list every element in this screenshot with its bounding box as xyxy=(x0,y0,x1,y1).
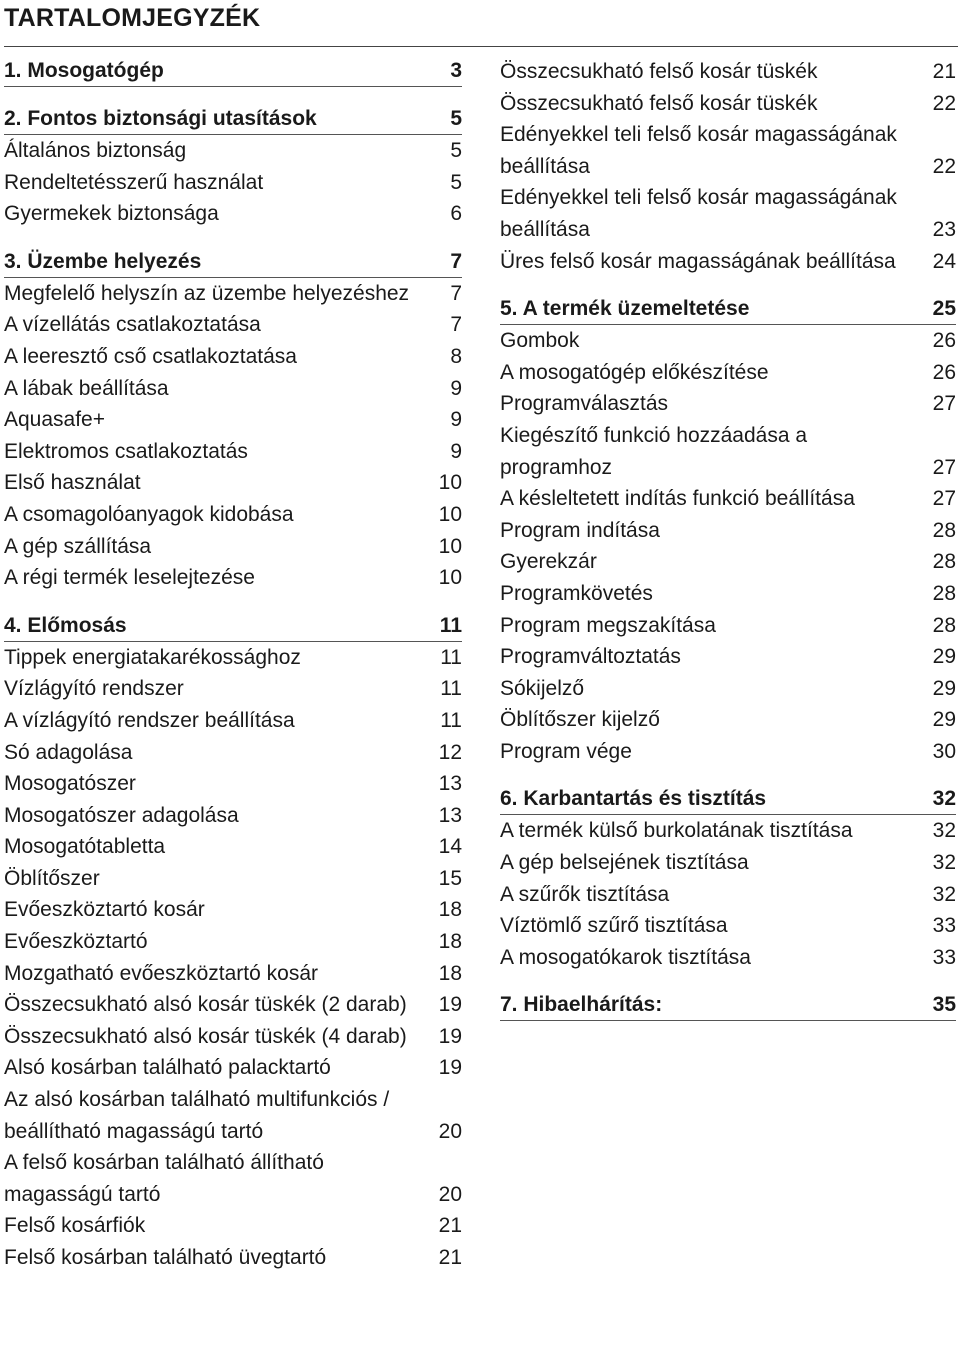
toc-entry[interactable] xyxy=(4,1242,462,1274)
toc-section xyxy=(500,990,956,1021)
toc-entry-label: Összecsukható alsó kosár tüskék (4 darab) xyxy=(4,1024,407,1048)
toc-entry-label: A csomagolóanyagok kidobása xyxy=(4,502,294,526)
toc-left-column xyxy=(4,56,462,1291)
toc-entry-label: Mosogatószer adagolása xyxy=(4,803,239,827)
toc-page-number: 32 xyxy=(932,851,956,875)
toc-entry-label: Alsó kosárban található palacktartó xyxy=(4,1056,331,1080)
toc-page-number: 13 xyxy=(438,803,462,827)
toc-entry[interactable] xyxy=(4,1147,462,1210)
toc-entry-label: A mosogatógép előkészítése xyxy=(500,360,769,384)
toc-page-number: 7 xyxy=(450,249,462,273)
toc-entry[interactable] xyxy=(4,831,462,863)
toc-entry-label: A késleltetett indítás funkció beállítása xyxy=(500,487,855,511)
toc-page-number: 10 xyxy=(438,471,462,495)
toc-entry-label: Programkövetés xyxy=(500,581,653,605)
toc-entry[interactable] xyxy=(500,847,956,879)
toc-entry-label: A leeresztő cső csatlakoztatása xyxy=(4,344,297,368)
toc-entry[interactable] xyxy=(500,420,956,483)
toc-entry[interactable] xyxy=(4,467,462,499)
toc-entry-label: A vízellátás csatlakoztatása xyxy=(4,313,261,337)
toc-entry-label: Elektromos csatlakoztatás xyxy=(4,439,248,463)
toc-entry-label: A gép szállítása xyxy=(4,534,152,558)
toc-page-number: 26 xyxy=(932,329,956,353)
toc-entry[interactable] xyxy=(4,135,462,167)
toc-page-number: 18 xyxy=(438,898,462,922)
toc-entry-label: Öblítőszer kijelző xyxy=(500,708,660,732)
toc-entry[interactable] xyxy=(500,88,956,120)
toc-section-heading[interactable] xyxy=(500,990,956,1021)
toc-entry[interactable] xyxy=(500,515,956,547)
toc-entry-label: 3. Üzembe helyezés xyxy=(4,249,202,273)
toc-entry-label: Mosogatószer xyxy=(4,772,136,796)
toc-entry[interactable] xyxy=(4,705,462,737)
toc-entry-label: 6. Karbantartás és tisztítás xyxy=(500,787,767,811)
toc-section xyxy=(500,294,956,767)
toc-entry[interactable] xyxy=(500,56,956,88)
toc-entry[interactable] xyxy=(500,182,956,245)
toc-page-number: 28 xyxy=(932,613,956,637)
toc-entry[interactable] xyxy=(4,373,462,405)
toc-page-number: 9 xyxy=(450,408,462,432)
toc-page-number: 8 xyxy=(450,344,462,368)
toc-entry-label: Programváltoztatás xyxy=(500,645,681,669)
toc-section xyxy=(500,56,956,277)
toc-page-number: 15 xyxy=(438,866,462,890)
toc-page-number: 19 xyxy=(438,1024,462,1048)
toc-entry[interactable] xyxy=(500,388,956,420)
toc-page-number: 29 xyxy=(932,676,956,700)
toc-entry[interactable] xyxy=(500,736,956,768)
toc-entry-label: Gombok xyxy=(500,329,580,353)
toc-entry-label: A mosogatókarok tisztítása xyxy=(500,945,751,969)
toc-page-number: 29 xyxy=(932,708,956,732)
toc-page-number: 10 xyxy=(438,566,462,590)
toc-page-number: 11 xyxy=(440,645,462,669)
toc-entry[interactable] xyxy=(500,483,956,515)
toc-entry-label: A szűrők tisztítása xyxy=(500,882,670,906)
toc-entry-label: Programválasztás xyxy=(500,392,669,416)
toc-page-number: 22 xyxy=(932,154,956,178)
toc-entry-label: Összecsukható felső kosár tüskék xyxy=(500,91,818,115)
toc-entry[interactable] xyxy=(4,341,462,373)
toc-entry-label: Üres felső kosár magasságának beállítása xyxy=(500,249,896,273)
toc-section xyxy=(4,247,462,594)
toc-entry[interactable] xyxy=(500,641,956,673)
toc-entry-label: 1. Mosogatógép xyxy=(4,59,164,82)
toc-section-heading[interactable] xyxy=(4,104,462,135)
toc-page-number: 23 xyxy=(932,217,956,241)
toc-entry[interactable] xyxy=(4,958,462,990)
toc-entry[interactable] xyxy=(500,704,956,736)
toc-page-number: 32 xyxy=(932,787,956,811)
toc-page-number: 11 xyxy=(440,708,462,732)
toc-entry-label: Program indítása xyxy=(500,518,660,542)
toc-entry-label: Rendeltetésszerű használat xyxy=(4,170,264,194)
toc-page-number: 21 xyxy=(932,60,956,83)
toc-entry-label: Felső kosárban található üvegtartó xyxy=(4,1246,327,1269)
toc-page-number: 21 xyxy=(438,1246,462,1269)
toc-entry[interactable] xyxy=(4,926,462,958)
toc-entry-label: 4. Előmosás xyxy=(4,613,127,637)
toc-entry[interactable] xyxy=(4,562,462,594)
toc-entry-label: Víztömlő szűrő tisztítása xyxy=(500,914,728,938)
toc-entry[interactable] xyxy=(500,910,956,942)
toc-page-number: 27 xyxy=(932,487,956,511)
toc-page-number: 33 xyxy=(932,914,956,938)
toc-page-number: 28 xyxy=(932,581,956,605)
toc-entry-label: Evőeszköztartó xyxy=(4,930,148,954)
toc-entry-label: Az alsó kosárban található multifunkciós / beállítható magasságú tartó xyxy=(4,1088,390,1143)
toc-page-number: 25 xyxy=(932,297,956,321)
toc-page-number: 5 xyxy=(450,107,462,130)
toc-entry[interactable] xyxy=(500,546,956,578)
toc-page-number: 32 xyxy=(932,819,956,843)
toc-entry[interactable] xyxy=(4,309,462,341)
toc-page-number: 13 xyxy=(438,772,462,796)
toc-entry-label: A felső kosárban található állítható magasságú tartó xyxy=(4,1151,324,1206)
toc-entry-label: Összecsukható alsó kosár tüskék (2 darab) xyxy=(4,993,407,1017)
toc-title: TARTALOMJEGYZÉK xyxy=(4,4,261,32)
toc-page-number: 30 xyxy=(932,739,956,763)
toc-page-number: 27 xyxy=(932,455,956,479)
toc-entry[interactable] xyxy=(4,1021,462,1053)
toc-entry[interactable] xyxy=(4,198,462,230)
toc-page-number: 29 xyxy=(932,645,956,669)
toc-entry[interactable] xyxy=(4,1052,462,1084)
toc-entry[interactable] xyxy=(4,863,462,895)
toc-entry-label: Program vége xyxy=(500,739,632,763)
toc-entry-label: Vízlágyító rendszer xyxy=(4,677,184,701)
toc-entry[interactable] xyxy=(500,942,956,974)
toc-entry[interactable] xyxy=(4,737,462,769)
toc-section xyxy=(500,784,956,973)
toc-page-number: 9 xyxy=(450,376,462,400)
toc-entry[interactable] xyxy=(4,499,462,531)
toc-entry-label: Összecsukható felső kosár tüskék xyxy=(500,60,818,83)
toc-entry-label: Program megszakítása xyxy=(500,613,716,637)
toc-entry-label: Mosogatótabletta xyxy=(4,835,166,859)
toc-page-number: 27 xyxy=(932,392,956,416)
toc-page-number: 19 xyxy=(438,1056,462,1080)
toc-page-number: 5 xyxy=(450,139,462,162)
toc-entry-label: Gyerekzár xyxy=(500,550,597,574)
toc-entry-label: 5. A termék üzemeltetése xyxy=(500,297,750,321)
toc-page-number: 19 xyxy=(438,993,462,1017)
toc-entry[interactable] xyxy=(4,642,462,674)
toc-page-number: 26 xyxy=(932,360,956,384)
toc-entry-label: Tippek energiatakarékossághoz xyxy=(4,645,301,669)
toc-entry-label: Edényekkel teli felső kosár magasságának beállítása xyxy=(500,123,897,178)
toc-entry-label: Gyermekek biztonsága xyxy=(4,202,219,226)
toc-entry-label: A gép belsejének tisztítása xyxy=(500,851,749,875)
toc-entry[interactable] xyxy=(4,673,462,705)
toc-entry-label: Sókijelző xyxy=(500,676,585,700)
toc-entry-label: A lábak beállítása xyxy=(4,376,169,400)
toc-entry-label: Só adagolása xyxy=(4,740,133,764)
toc-page-number: 3 xyxy=(450,59,462,82)
toc-entry-label: Aquasafe+ xyxy=(4,408,106,432)
toc-page-number: 9 xyxy=(450,439,462,463)
toc-entry[interactable] xyxy=(500,325,956,357)
toc-entry[interactable] xyxy=(4,278,462,310)
toc-page-number: 10 xyxy=(438,534,462,558)
toc-page-number: 7 xyxy=(450,281,462,305)
toc-section-heading[interactable] xyxy=(4,56,462,87)
toc-entry[interactable] xyxy=(4,894,462,926)
toc-entry[interactable] xyxy=(500,246,956,278)
toc-entry-label: Első használat xyxy=(4,471,141,495)
toc-entry[interactable] xyxy=(500,578,956,610)
toc-entry[interactable] xyxy=(4,404,462,436)
toc-page-number: 18 xyxy=(438,930,462,954)
toc-section-heading[interactable] xyxy=(4,611,462,642)
toc-page-number: 24 xyxy=(932,249,956,273)
toc-entry-label: Edényekkel teli felső kosár magasságának beállítása xyxy=(500,186,897,241)
toc-section-heading[interactable] xyxy=(4,247,462,278)
toc-page-number: 28 xyxy=(932,550,956,574)
toc-entry[interactable] xyxy=(500,815,956,847)
toc-entry-label: Öblítőszer xyxy=(4,866,100,890)
toc-page-number: 11 xyxy=(440,677,462,701)
toc-entry[interactable] xyxy=(4,167,462,199)
toc-page-number: 22 xyxy=(932,91,956,115)
toc-page-number: 28 xyxy=(932,518,956,542)
toc-page-number: 32 xyxy=(932,882,956,906)
toc-entry[interactable] xyxy=(4,768,462,800)
toc-entry-label: 7. Hibaelhárítás: xyxy=(500,993,663,1017)
toc-entry-label: A termék külső burkolatának tisztítása xyxy=(500,819,853,843)
toc-page-number: 21 xyxy=(438,1214,462,1238)
toc-entry[interactable] xyxy=(500,673,956,705)
toc-page-number: 5 xyxy=(450,170,462,194)
toc-entry-label: A régi termék leselejtezése xyxy=(4,566,255,590)
toc-page-number: 14 xyxy=(438,835,462,859)
toc-section-heading[interactable] xyxy=(500,784,956,815)
toc-section-heading[interactable] xyxy=(500,294,956,325)
toc-section xyxy=(4,611,462,1274)
toc-page-number: 35 xyxy=(932,993,956,1017)
toc-entry[interactable] xyxy=(500,879,956,911)
toc-page-number: 33 xyxy=(932,945,956,969)
toc-section xyxy=(4,104,462,230)
toc-entry-label: 2. Fontos biztonsági utasítások xyxy=(4,107,317,130)
toc-entry-label: Felső kosárfiók xyxy=(4,1214,146,1238)
toc-entry-label: Megfelelő helyszín az üzembe helyezéshez xyxy=(4,281,410,305)
toc-entry-label: Mozgatható evőeszköztartó kosár xyxy=(4,961,318,985)
toc-entry-label: Kiegészítő funkció hozzáadása a programhoz xyxy=(500,423,808,479)
toc-page-number: 12 xyxy=(438,740,462,764)
toc-entry[interactable] xyxy=(4,531,462,563)
toc-entry[interactable] xyxy=(500,610,956,642)
toc-right-column xyxy=(500,56,956,1038)
title-divider xyxy=(4,46,958,47)
toc-page-number: 11 xyxy=(439,613,462,637)
toc-entry-label: Általános biztonság xyxy=(4,139,187,162)
toc-page-number: 6 xyxy=(450,202,462,226)
toc-page-number: 20 xyxy=(438,1182,462,1206)
toc-entry-label: A vízlágyító rendszer beállítása xyxy=(4,708,295,732)
toc-entry[interactable] xyxy=(500,357,956,389)
toc-entry[interactable] xyxy=(4,1210,462,1242)
toc-section xyxy=(4,56,462,87)
toc-page-number: 18 xyxy=(438,961,462,985)
toc-entry[interactable] xyxy=(4,436,462,468)
toc-page-number: 10 xyxy=(438,502,462,526)
toc-entry[interactable] xyxy=(500,119,956,182)
toc-entry[interactable] xyxy=(4,1084,462,1147)
toc-page-number: 20 xyxy=(438,1119,462,1143)
toc-entry[interactable] xyxy=(4,800,462,832)
toc-entry-label: Evőeszköztartó kosár xyxy=(4,898,205,922)
toc-page-number: 7 xyxy=(450,313,462,337)
toc-entry[interactable] xyxy=(4,989,462,1021)
